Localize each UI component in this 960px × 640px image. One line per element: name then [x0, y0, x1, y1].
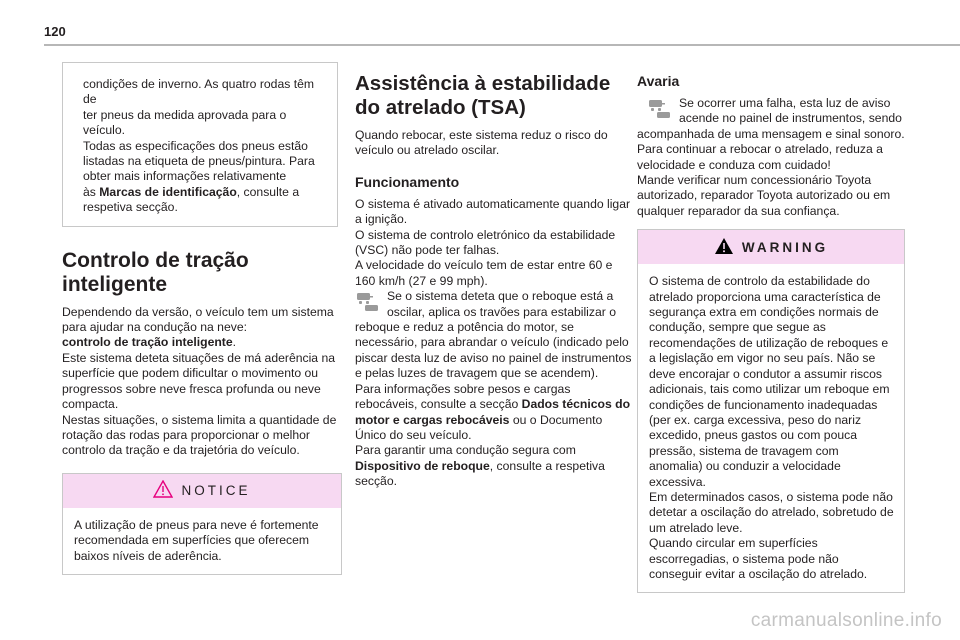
page-number: 120	[44, 24, 66, 39]
notice-body	[63, 508, 341, 574]
warning-body	[638, 264, 904, 592]
traction-end: .	[232, 335, 237, 350]
operation-p6	[355, 443, 635, 489]
warning-p1: O sistema de controlo da estabilidade do atrelado proporciona uma característica de segurança extra em condições normais de condução, sempre que segue as recomendações de utilização de reboques e a legislação em vigor no seu país. Não se deve encorajar o condutor a assumir riscos adicionais, tais como utilizar um reboque em condições de funcionamento inadequadas (per ex. carga excessiva, peso do nariz excedido, pneus gastos ou com pouca pressão, sistema de travagem com anomalia) ou conduzir a velocidade excessiva.	[649, 274, 890, 489]
p5-text-end: ou o Documento Único do seu veículo.	[355, 412, 603, 442]
intro-line: condições de inverno. As quatro rodas têm de	[83, 77, 315, 107]
tsa-intro: Quando rebocar, este sistema reduz o risco do veículo ou atrelado oscilar.	[355, 128, 608, 158]
intro-prefix: às	[83, 184, 100, 199]
subsection-title-operation: Funcionamento	[355, 173, 460, 190]
column-1	[62, 62, 342, 575]
operation-p4	[355, 289, 635, 381]
column-2	[355, 72, 635, 490]
trailer-sway-warning-icon	[355, 291, 381, 313]
p6-link-towing-device: Dispositivo de reboque	[355, 458, 490, 473]
warning-p3: Quando circular em superfícies escorregadias, o sistema pode não conseguir evitar a oscilação do atrelado.	[649, 536, 868, 581]
p6-text-end: , consulte a respetiva secção.	[355, 458, 605, 489]
fault-p3: Mande verificar num concessionário Toyota autorizado, reparador Toyota autorizado ou em qualquer reparador da sua confiança.	[637, 173, 891, 218]
intro-suffix: , consulte a	[236, 184, 300, 199]
operation-p1: O sistema é ativado automaticamente quando ligar a ignição.	[355, 196, 631, 227]
intro-line: ter pneus da medida aprovada para o veículo.	[83, 107, 287, 138]
top-rule	[44, 44, 960, 46]
warning-triangle-icon	[153, 480, 173, 501]
p5-link-technical-data: Dados técnicos do motor e cargas rebocáveis	[355, 397, 631, 427]
traction-bold: controlo de tração inteligente	[62, 335, 233, 350]
operation-p5	[355, 382, 635, 444]
intro-line: listadas na etiqueta de pneus/pintura. Para	[83, 154, 315, 169]
subsection-title-fault: Avaria	[637, 73, 680, 89]
intro-last: respetiva secção.	[83, 200, 178, 215]
traction-paragraph-2: Este sistema deteta situações de má aderência na superfície que podem dificultar o movimento ou progressos sobre neve fresca profunda ou neve compacta.	[62, 350, 336, 412]
operation-p4-text: Se o sistema deteta que o reboque está a oscilar, aplica os travões para estabilizar o reboque e reduz a potência do motor, se necessário, para abrandar o veículo (indicado pelo piscar desta luz de aviso no painel de instrumentos e pelas luzes de travagem que se acendem).	[355, 289, 632, 381]
warning-label: WARNING	[741, 239, 829, 255]
notice-header	[63, 474, 341, 508]
p5-text: Para informações sobre pesos e cargas rebocáveis, consulte a secção	[355, 381, 571, 412]
notice-text: A utilização de pneus para neve é fortemente recomendada em superfícies que oferecem baixos níveis de aderência.	[74, 517, 319, 563]
operation-p3: A velocidade do veículo tem de estar entre 60 e 160 km/h (27 e 99 mph).	[355, 258, 613, 288]
p6-text: Para garantir uma condução segura com	[355, 443, 576, 458]
intro-line: Todas as especificações dos pneus estão	[83, 138, 308, 153]
traction-paragraph-3: Nestas situações, o sistema limita a quantidade de rotação das rodas para proporcionar o melhor controlo da tração e da trajetória do veículo.	[62, 412, 337, 458]
warning-p2: Em determinados casos, o sistema pode não detetar a oscilação do atrelado, sobretudo de um atrelado leve.	[649, 489, 894, 535]
operation-p2: O sistema de controlo eletrónico da estabilidade (VSC) não pode ter falhas.	[355, 227, 616, 258]
notice-box	[62, 473, 342, 575]
fault-p1-text: Se ocorrer uma falha, esta luz de aviso acende no painel de instrumentos, sendo acompanhada de uma mensagem e sinal sonoro.	[637, 96, 905, 141]
intro-link-identification: Marcas de identificação	[99, 184, 237, 199]
intro-text	[83, 77, 325, 216]
column-3	[637, 58, 905, 593]
traction-paragraph-1	[62, 305, 342, 351]
warning-triangle-icon	[714, 237, 734, 258]
intro-box	[62, 62, 338, 227]
notice-label: NOTICE	[181, 483, 251, 499]
trailer-sway-warning-icon	[647, 98, 673, 120]
traction-text: Dependendo da versão, o veículo tem um sistema para ajudar na condução na neve:	[62, 304, 334, 335]
fault-p1	[637, 96, 905, 142]
fault-p2: Para continuar a rebocar o atrelado, reduza a velocidade e conduza com cuidado!	[637, 142, 883, 172]
section-title-traction: Controlo de tração inteligente	[62, 248, 249, 296]
section-title-tsa: Assistência à estabilidade do atrelado (TSA)	[355, 72, 611, 119]
warning-box	[637, 229, 905, 593]
intro-line: obter mais informações relativamente	[83, 169, 287, 184]
warning-header	[638, 230, 904, 264]
watermark: carmanualsonline.info	[750, 610, 942, 631]
